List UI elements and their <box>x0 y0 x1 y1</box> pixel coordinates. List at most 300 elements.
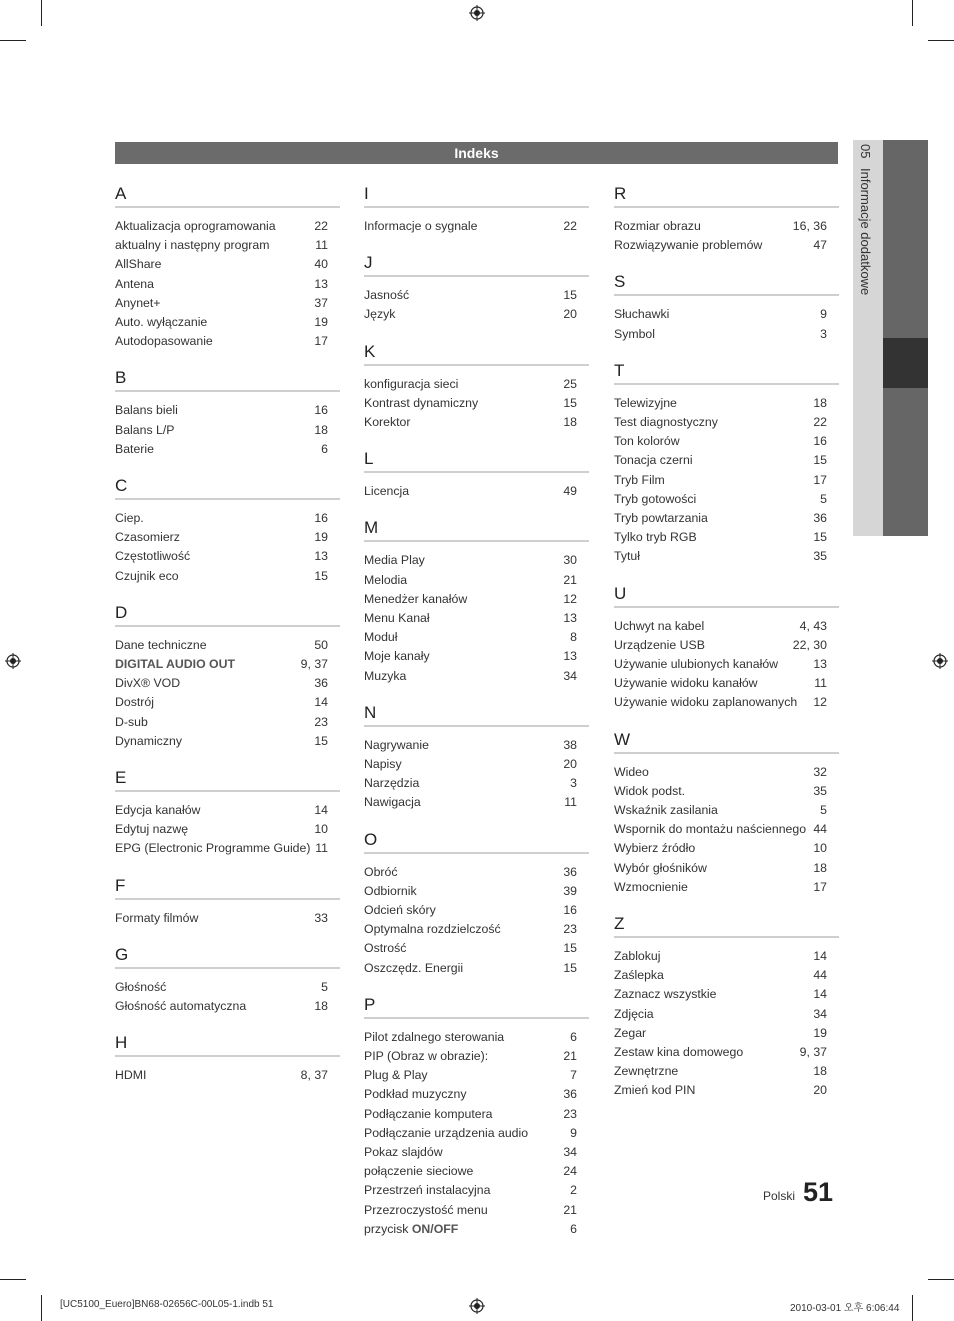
index-entry <box>115 257 328 275</box>
page-number: 51 <box>803 1177 834 1207</box>
index-entry <box>614 473 827 491</box>
crop-mark <box>912 1295 913 1321</box>
entry-page: 34 <box>563 1145 577 1159</box>
entry-page: 25 <box>563 376 577 391</box>
index-entry <box>364 1164 577 1182</box>
entry-term <box>115 715 148 729</box>
entry-page: 9 <box>570 1125 577 1140</box>
entry-term <box>364 396 478 410</box>
entry-term-text: Moduł <box>364 630 398 645</box>
index-entry <box>115 638 328 656</box>
entry-page: 13 <box>563 611 577 625</box>
section-divider <box>614 294 839 296</box>
entry-term <box>115 277 154 291</box>
entry-term-text: Korektor <box>364 415 411 429</box>
entry-term-text: DivX® VOD <box>115 676 181 691</box>
entry-term-text: Formaty filmów <box>115 910 199 925</box>
entry-term <box>115 657 235 671</box>
entry-page: 22 <box>314 219 328 233</box>
entry-term <box>614 841 695 855</box>
index-entry <box>614 765 827 783</box>
entry-page: 11 <box>814 676 827 691</box>
section-divider <box>364 725 589 727</box>
registration-mark-icon <box>5 653 21 669</box>
entry-term <box>364 865 398 879</box>
entry-term <box>614 396 677 410</box>
entry-term <box>364 757 402 771</box>
index-entry <box>364 669 577 687</box>
index-entry <box>364 757 577 775</box>
entry-term-text: Autodopasowanie <box>115 334 213 349</box>
index-entry <box>614 396 827 414</box>
index-entry <box>364 553 577 571</box>
entry-term <box>614 219 701 233</box>
entry-term-text: Anynet+ <box>115 295 161 310</box>
index-entry <box>115 715 328 733</box>
entry-page: 16 <box>563 903 577 917</box>
entry-term-text: Test diagnostyczny <box>614 415 718 429</box>
entry-term-text: połączenie sieciowe <box>364 1164 474 1179</box>
entry-term <box>364 961 463 975</box>
crop-mark <box>0 40 26 41</box>
entry-page: 14 <box>314 695 328 710</box>
crop-mark <box>912 0 913 26</box>
entry-term-text: Używanie widoku zaplanowanych <box>614 695 798 710</box>
entry-page: 36 <box>314 676 328 691</box>
entry-page: 14 <box>813 949 827 963</box>
entry-term <box>614 657 778 671</box>
entry-page: 23 <box>314 714 328 729</box>
index-letter-z: Z <box>614 914 625 933</box>
entry-term <box>614 473 665 487</box>
section-divider <box>115 498 340 500</box>
entry-page: 44 <box>813 968 827 983</box>
index-entry <box>115 999 328 1017</box>
entry-page: 3 <box>820 326 827 341</box>
index-entry <box>364 1068 577 1086</box>
chapter-tab-label <box>858 144 873 301</box>
entry-page: 11 <box>564 795 577 810</box>
entry-page: 17 <box>314 334 328 349</box>
entry-term <box>614 511 708 525</box>
entry-term-text: Tryb powtarzania <box>614 511 708 525</box>
entry-term <box>614 1064 678 1078</box>
entry-term <box>364 484 409 498</box>
entry-page: 18 <box>813 1064 827 1079</box>
entry-term <box>364 553 425 567</box>
entry-term <box>614 861 707 875</box>
entry-term-text: Edycja kanałów <box>115 803 201 817</box>
entry-page: 34 <box>813 1006 827 1021</box>
entry-page: 30 <box>563 553 577 568</box>
entry-page: 16, 36 <box>792 219 827 233</box>
entry-page: 35 <box>813 783 827 798</box>
entry-term <box>364 1087 467 1101</box>
entry-term <box>364 415 410 429</box>
entry-term-text: Zablokuj <box>614 949 661 963</box>
index-entry <box>115 822 328 840</box>
entry-term-text: Zestaw kina domowego <box>614 1045 744 1059</box>
entry-page: 21 <box>563 1049 577 1063</box>
entry-term <box>115 334 213 348</box>
entry-term-text: Oszczędz. Energii <box>364 960 464 975</box>
entry-term-text: Uchwyt na kabel <box>614 618 705 633</box>
entry-term-text: Rozmiar obrazu <box>614 219 701 233</box>
entry-term-text: Tryb gotowości <box>614 491 697 506</box>
entry-term <box>614 453 693 467</box>
entry-page: 15 <box>563 960 577 975</box>
entry-page: 18 <box>563 415 577 429</box>
entry-term-text: Napisy <box>364 757 402 771</box>
entry-term-text: Wspornik do montażu naściennego <box>614 822 807 837</box>
index-entry <box>614 822 827 840</box>
entry-term <box>364 1107 493 1121</box>
entry-term <box>364 592 467 606</box>
index-entry <box>614 530 827 548</box>
entry-page: 37 <box>314 295 328 310</box>
entry-term-text: Dane techniczne <box>115 637 207 652</box>
chapter-title: Informacje dodatkowe <box>858 168 873 296</box>
entry-page: 23 <box>563 922 577 937</box>
index-entry <box>614 492 827 510</box>
section-divider <box>614 206 839 208</box>
index-entry <box>364 961 577 979</box>
section-divider <box>115 206 340 208</box>
entry-page: 16 <box>314 403 328 418</box>
index-letter-c: C <box>115 476 128 495</box>
entry-page: 18 <box>813 860 827 875</box>
index-entry <box>115 423 328 441</box>
entry-page: 19 <box>314 530 328 545</box>
entry-term <box>115 257 161 271</box>
index-entry <box>364 1203 577 1221</box>
entry-term-text: Tytuł <box>614 549 640 564</box>
registration-mark-icon <box>932 653 948 669</box>
entry-term <box>115 511 144 525</box>
index-letter-u: U <box>614 583 627 603</box>
entry-term-text: Wideo <box>614 764 649 779</box>
entry-term <box>364 941 406 955</box>
entry-term <box>614 238 762 252</box>
entry-term-text: Menu Kanał <box>364 611 430 625</box>
entry-page: 15 <box>563 395 577 410</box>
entry-term-text: Pilot zdalnego sterowania <box>364 1029 505 1044</box>
entry-term-text: Ostrość <box>364 941 407 956</box>
index-entry <box>364 776 577 794</box>
section-divider <box>364 275 589 277</box>
entry-term-text: Zaznacz wszystkie <box>614 987 717 1002</box>
index-letter-k: K <box>364 341 376 361</box>
entry-term <box>115 423 174 437</box>
entry-term-text: Menedżer kanałów <box>364 591 468 606</box>
index-letter-t: T <box>614 360 625 380</box>
index-entry <box>364 219 577 237</box>
entry-term <box>115 569 179 583</box>
print-slug-file: [UC5100_Euero]BN68-02656C-00L05-1.indb 51 <box>60 1299 274 1310</box>
section-divider <box>614 606 839 608</box>
index-entry <box>115 296 328 314</box>
index-entry <box>115 734 328 752</box>
index-entry <box>364 884 577 902</box>
entry-term <box>115 638 207 652</box>
index-letter-n: N <box>364 702 377 722</box>
entry-term <box>364 1183 490 1197</box>
entry-page: 20 <box>563 757 577 771</box>
entry-term <box>614 765 649 779</box>
entry-page: 13 <box>813 657 827 671</box>
entry-term <box>614 822 806 836</box>
entry-term-text: Głośność <box>115 979 167 994</box>
index-entry <box>364 415 577 433</box>
crop-mark <box>928 40 954 41</box>
index-entry <box>614 949 827 967</box>
index-entry <box>614 619 827 637</box>
entry-term <box>364 738 429 752</box>
entry-term-text: Rozwiązywanie problemów <box>614 238 763 253</box>
entry-term-text: Balans bieli <box>115 403 178 418</box>
index-letter-d: D <box>115 602 128 622</box>
entry-page: 15 <box>563 288 577 303</box>
entry-term-text: Odcień skóry <box>364 903 436 917</box>
entry-page: 47 <box>813 238 827 253</box>
entry-term <box>614 676 758 690</box>
index-entry <box>364 941 577 959</box>
section-divider <box>364 471 589 473</box>
entry-term-text: Przezroczystość menu <box>364 1202 488 1217</box>
entry-term <box>614 327 655 341</box>
entry-term-text: Licencja <box>364 484 410 499</box>
index-entry <box>614 657 827 675</box>
entry-term <box>614 619 704 633</box>
index-letter-h: H <box>115 1033 128 1053</box>
index-letter-e: E <box>115 768 127 787</box>
index-entry <box>614 549 827 567</box>
entry-term <box>614 415 718 429</box>
entry-term-text: Zdjęcia <box>614 1006 654 1021</box>
index-entry <box>614 695 827 713</box>
entry-term <box>115 911 198 925</box>
entry-page: 33 <box>314 910 328 925</box>
entry-term-text: Tonacja czerni <box>614 453 693 468</box>
entry-term <box>115 822 188 836</box>
index-entry <box>614 453 827 471</box>
entry-page: 12 <box>563 591 577 606</box>
entry-term-text: Tryb Film <box>614 472 665 487</box>
entry-term <box>115 549 190 563</box>
entry-term <box>115 403 178 417</box>
entry-page: 18 <box>813 395 827 410</box>
entry-page: 9, 37 <box>799 1045 827 1059</box>
entry-term-text: Antena <box>115 276 154 291</box>
entry-term <box>364 1222 458 1236</box>
crop-mark <box>928 1279 954 1280</box>
section-divider <box>364 852 589 854</box>
chapter-number: 05 <box>858 144 873 159</box>
entry-page: 16 <box>314 511 328 525</box>
index-entry <box>115 569 328 587</box>
entry-page: 9 <box>820 307 827 322</box>
entry-page: 22 <box>813 415 827 429</box>
entry-term <box>115 296 160 310</box>
index-letter-w: W <box>614 729 631 749</box>
index-entry <box>115 657 328 675</box>
index-entry <box>364 630 577 648</box>
entry-page: 10 <box>813 841 827 856</box>
index-entry <box>614 638 827 656</box>
entry-term-text: Tylko tryb RGB <box>614 530 697 545</box>
index-entry <box>364 592 577 610</box>
index-entry <box>614 861 827 879</box>
section-divider <box>115 790 340 792</box>
entry-page: 34 <box>563 668 577 683</box>
section-divider <box>115 1055 340 1057</box>
registration-mark-icon <box>469 5 485 21</box>
index-entry <box>364 649 577 667</box>
index-letter-j: J <box>364 253 373 273</box>
entry-page: 13 <box>314 276 328 291</box>
entry-term <box>364 307 395 321</box>
entry-term <box>614 803 718 817</box>
index-entry <box>614 987 827 1005</box>
entry-term-text: EPG (Electronic Programme Guide) <box>115 841 311 856</box>
entry-page: 21 <box>563 1202 577 1217</box>
entry-term <box>115 841 310 855</box>
entry-term-text: PIP (Obraz w obrazie): <box>364 1049 489 1063</box>
entry-page: 21 <box>563 572 577 587</box>
section-divider <box>115 390 340 392</box>
entry-page: 7 <box>570 1068 577 1083</box>
index-letter-m: M <box>364 518 379 538</box>
entry-page: 11 <box>315 841 328 856</box>
entry-term-text: Wskaźnik zasilania <box>614 803 718 817</box>
entry-page: 9, 37 <box>300 657 328 671</box>
entry-term <box>115 695 154 709</box>
entry-term-text: Telewizyjne <box>614 395 677 410</box>
entry-page: 35 <box>813 549 827 564</box>
index-entry <box>115 549 328 567</box>
registration-mark-icon <box>469 1298 485 1314</box>
index-letter-o: O <box>364 829 378 849</box>
entry-page: 36 <box>563 1087 577 1102</box>
entry-term-text: Podłączanie urządzenia audio <box>364 1125 529 1140</box>
index-entry <box>364 922 577 940</box>
entry-term <box>614 784 685 798</box>
section-divider <box>364 206 589 208</box>
entry-term-text: Podłączanie komputera <box>364 1106 493 1121</box>
entry-page: 39 <box>563 883 577 898</box>
entry-term-text: Optymalna rozdzielczość <box>364 922 501 937</box>
entry-term <box>115 1068 146 1082</box>
entry-page: 23 <box>563 1106 577 1121</box>
entry-term <box>614 1045 743 1059</box>
index-entry <box>115 403 328 421</box>
entry-term-text: Czasomierz <box>115 530 180 545</box>
index-entry <box>364 1222 577 1240</box>
index-entry <box>115 695 328 713</box>
index-entry <box>364 1183 577 1201</box>
index-entry <box>614 238 827 256</box>
entry-page: 10 <box>314 822 328 837</box>
entry-term <box>115 803 200 817</box>
entry-term <box>364 1030 504 1044</box>
index-entry <box>115 238 328 256</box>
index-letter-a: A <box>115 184 127 203</box>
entry-term-text: Dynamiczny <box>115 733 182 748</box>
entry-term-text: Głośność automatyczna <box>115 999 247 1013</box>
index-letter-p: P <box>364 994 376 1014</box>
entry-term-text: DIGITAL AUDIO OUT <box>115 657 236 671</box>
entry-term-text: Symbol <box>614 326 656 341</box>
index-entry <box>364 1145 577 1163</box>
entry-page: 50 <box>314 637 328 652</box>
index-letter-b: B <box>115 368 127 388</box>
entry-term <box>364 1126 528 1140</box>
entry-term-text: Informacje o sygnale <box>364 219 478 233</box>
entry-term-text: Muzyka <box>364 668 407 683</box>
entry-term <box>614 638 705 652</box>
index-entry <box>364 1030 577 1048</box>
section-divider <box>115 898 340 900</box>
entry-term <box>115 980 166 994</box>
entry-page: 16 <box>813 434 827 449</box>
entry-page: 18 <box>314 999 328 1013</box>
entry-term <box>364 649 430 663</box>
entry-page: 15 <box>563 941 577 956</box>
entry-term <box>614 1026 646 1040</box>
entry-term-text: Nagrywanie <box>364 737 429 752</box>
entry-term-text: Język <box>364 307 396 322</box>
entry-term <box>364 219 477 233</box>
footer-language: Polski <box>763 1189 796 1203</box>
index-entry <box>364 484 577 502</box>
section-divider <box>115 967 340 969</box>
index-entry <box>614 1045 827 1063</box>
entry-term-text: Wybór głośników <box>614 860 707 875</box>
entry-term <box>364 903 436 917</box>
index-entry <box>364 1126 577 1144</box>
entry-term-text: Ciep. <box>115 511 144 525</box>
print-slug-date: 2010-03-01 오후 6:06:44 <box>790 1303 900 1314</box>
crop-mark <box>41 0 42 26</box>
entry-term-text: Dostrój <box>115 695 154 710</box>
entry-page: 3 <box>570 776 577 791</box>
entry-term-text: Aktualizacja oprogramowania <box>115 219 276 233</box>
entry-term-text: Plug & Play <box>364 1068 428 1083</box>
index-entry <box>364 1087 577 1105</box>
index-entry <box>115 1068 328 1086</box>
entry-term-text: Auto. wyłączanie <box>115 315 208 329</box>
index-entry <box>115 315 328 333</box>
entry-term <box>364 776 419 790</box>
entry-term <box>364 630 398 644</box>
entry-term-text: Wzmocnienie <box>614 879 688 894</box>
entry-term-text: Edytuj nazwę <box>115 822 189 837</box>
entry-term-text: Balans L/P <box>115 422 175 437</box>
crop-mark <box>41 1295 42 1321</box>
entry-page: 20 <box>813 1083 827 1098</box>
section-divider <box>614 936 839 938</box>
index-entry <box>614 511 827 529</box>
entry-term <box>364 1203 488 1217</box>
entry-term <box>364 573 407 587</box>
entry-term-text: Czujnik eco <box>115 568 179 583</box>
entry-term-text: Zaślepka <box>614 968 664 983</box>
entry-term-text: Media Play <box>364 553 425 568</box>
entry-page: 22, 30 <box>792 637 827 652</box>
entry-page: 5 <box>820 491 827 506</box>
chapter-tab-marker <box>883 338 928 388</box>
entry-page: 11 <box>315 238 328 253</box>
